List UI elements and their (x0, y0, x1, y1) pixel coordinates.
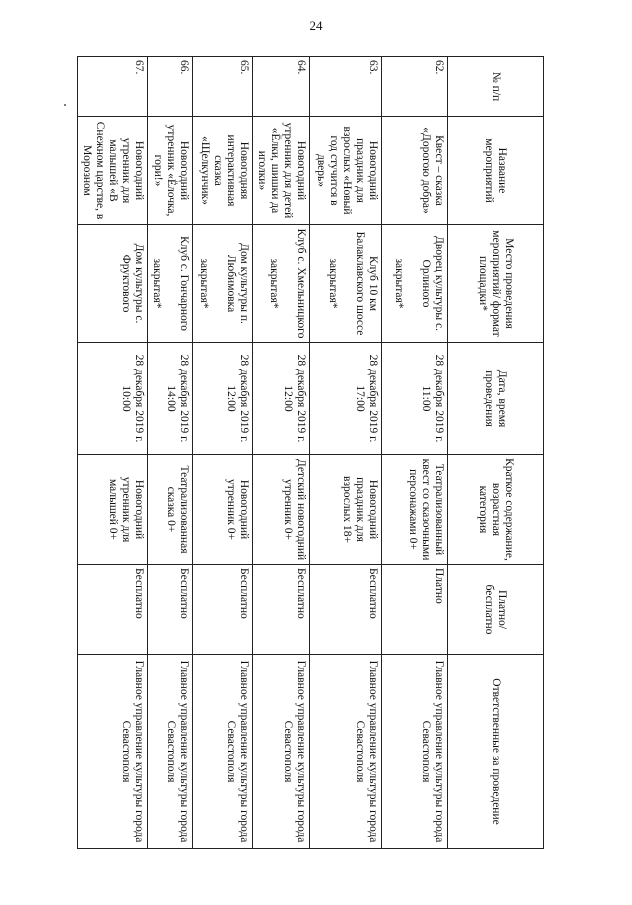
row-content: Детский новогодний утренник 0+ (253, 455, 310, 565)
header-responsible: Ответственные за проведение (448, 655, 544, 849)
row-place-format: закрытая* (393, 258, 405, 309)
header-content: Краткое содержание, возрастная категория (448, 455, 544, 565)
table-row (310, 57, 382, 849)
row-paid: Бесплатно (253, 565, 310, 655)
row-content: Новогодний утренник 0+ (193, 455, 253, 565)
page-number: 24 (309, 18, 323, 33)
row-responsible: Главное управление культуры города Севастополя (253, 655, 310, 849)
row-place (253, 225, 310, 343)
row-place (78, 225, 148, 343)
row-datetime: 28 декабря 2019 г. 11:00 (382, 343, 448, 455)
table-row (193, 57, 253, 849)
row-content: Театрализованный квест со сказочными персонажами 0+ (382, 455, 448, 565)
header-paid: Платно/ бесплатно (448, 565, 544, 655)
row-place-name: Клуб 10 км Балаклавского шоссе (354, 231, 379, 336)
row-place (310, 225, 382, 343)
row-place (193, 225, 253, 343)
row-place (382, 225, 448, 343)
header-name: Название мероприятий (448, 117, 544, 225)
row-responsible: Главное управление культуры города Севастополя (382, 655, 448, 849)
row-datetime: 28 декабря 2019 г. 12:00 (193, 343, 253, 455)
row-datetime: 28 декабря 2019 г. 17:00 (310, 343, 382, 455)
row-place-name: Дом культуры с. Фруктового (120, 243, 145, 324)
row-responsible: Главное управление культуры города Севастополя (310, 655, 382, 849)
row-num: 63. (310, 57, 382, 117)
row-name: Новогодняя интерактивная сказка «Щелкунчик» (193, 117, 253, 225)
row-name: Новогодний утренник для детей «Ёлки, шишки да иголки» (253, 117, 310, 225)
row-num: 67. (78, 57, 148, 117)
row-place-format: закрытая* (327, 258, 339, 309)
events-table-container (81, 56, 544, 848)
row-content: Новогодний праздник для взрослых 18+ (310, 455, 382, 565)
row-paid: Бесплатно (78, 565, 148, 655)
header-datetime: Дата, время проведения (448, 343, 544, 455)
header-place: Место проведения мероприятий/ формат площадки* (448, 225, 544, 343)
row-place-name: Дворец культуры с. Орлиного (420, 236, 445, 331)
row-place-format: закрытая* (268, 258, 280, 309)
row-place-name: Дом культуры п. Любимовка (225, 243, 250, 324)
row-name: Квест – сказка «Дорогою добра» (382, 117, 448, 225)
row-datetime: 28 декабря 2019 г. 14:00 (148, 343, 193, 455)
table-header-row (448, 57, 544, 849)
row-paid: Платно (382, 565, 448, 655)
row-place-format: закрытая* (151, 258, 163, 309)
row-name: Новогодний утренник «Ёлочка, гори!» (148, 117, 193, 225)
row-responsible: Главное управление культуры города Севастополя (78, 655, 148, 849)
row-content: Театрализованная сказка 0+ (148, 455, 193, 565)
row-paid: Бесплатно (310, 565, 382, 655)
row-num: 64. (253, 57, 310, 117)
row-place-name: Клуб с. Хмельницкого (295, 228, 307, 339)
row-num: 66. (148, 57, 193, 117)
table-row (253, 57, 310, 849)
events-table (77, 56, 544, 849)
scan-speck (64, 104, 66, 106)
row-place (148, 225, 193, 343)
row-paid: Бесплатно (148, 565, 193, 655)
table-row (78, 57, 148, 849)
row-content: Новогодний утренник для малышей 0+ (78, 455, 148, 565)
row-datetime: 28 декабря 2019 г. 10:00 (78, 343, 148, 455)
row-name: Новогодний утренник для малышей «В Снежном царстве, в Морозном (78, 117, 148, 225)
header-num: № п/п (448, 57, 544, 117)
table-row (148, 57, 193, 849)
row-num: 62. (382, 57, 448, 117)
row-responsible: Главное управление культуры города Севастополя (193, 655, 253, 849)
row-name: Новогодний праздник для взрослых «Новый год стучится в дверь» (310, 117, 382, 225)
row-place-format: закрытая* (198, 258, 210, 309)
row-responsible: Главное управление культуры города Севастополя (148, 655, 193, 849)
row-num: 65. (193, 57, 253, 117)
row-datetime: 28 декабря 2019 г. 12:00 (253, 343, 310, 455)
row-place-name: Клуб с. Гончарного (178, 236, 190, 331)
row-paid: Бесплатно (193, 565, 253, 655)
table-row (382, 57, 448, 849)
